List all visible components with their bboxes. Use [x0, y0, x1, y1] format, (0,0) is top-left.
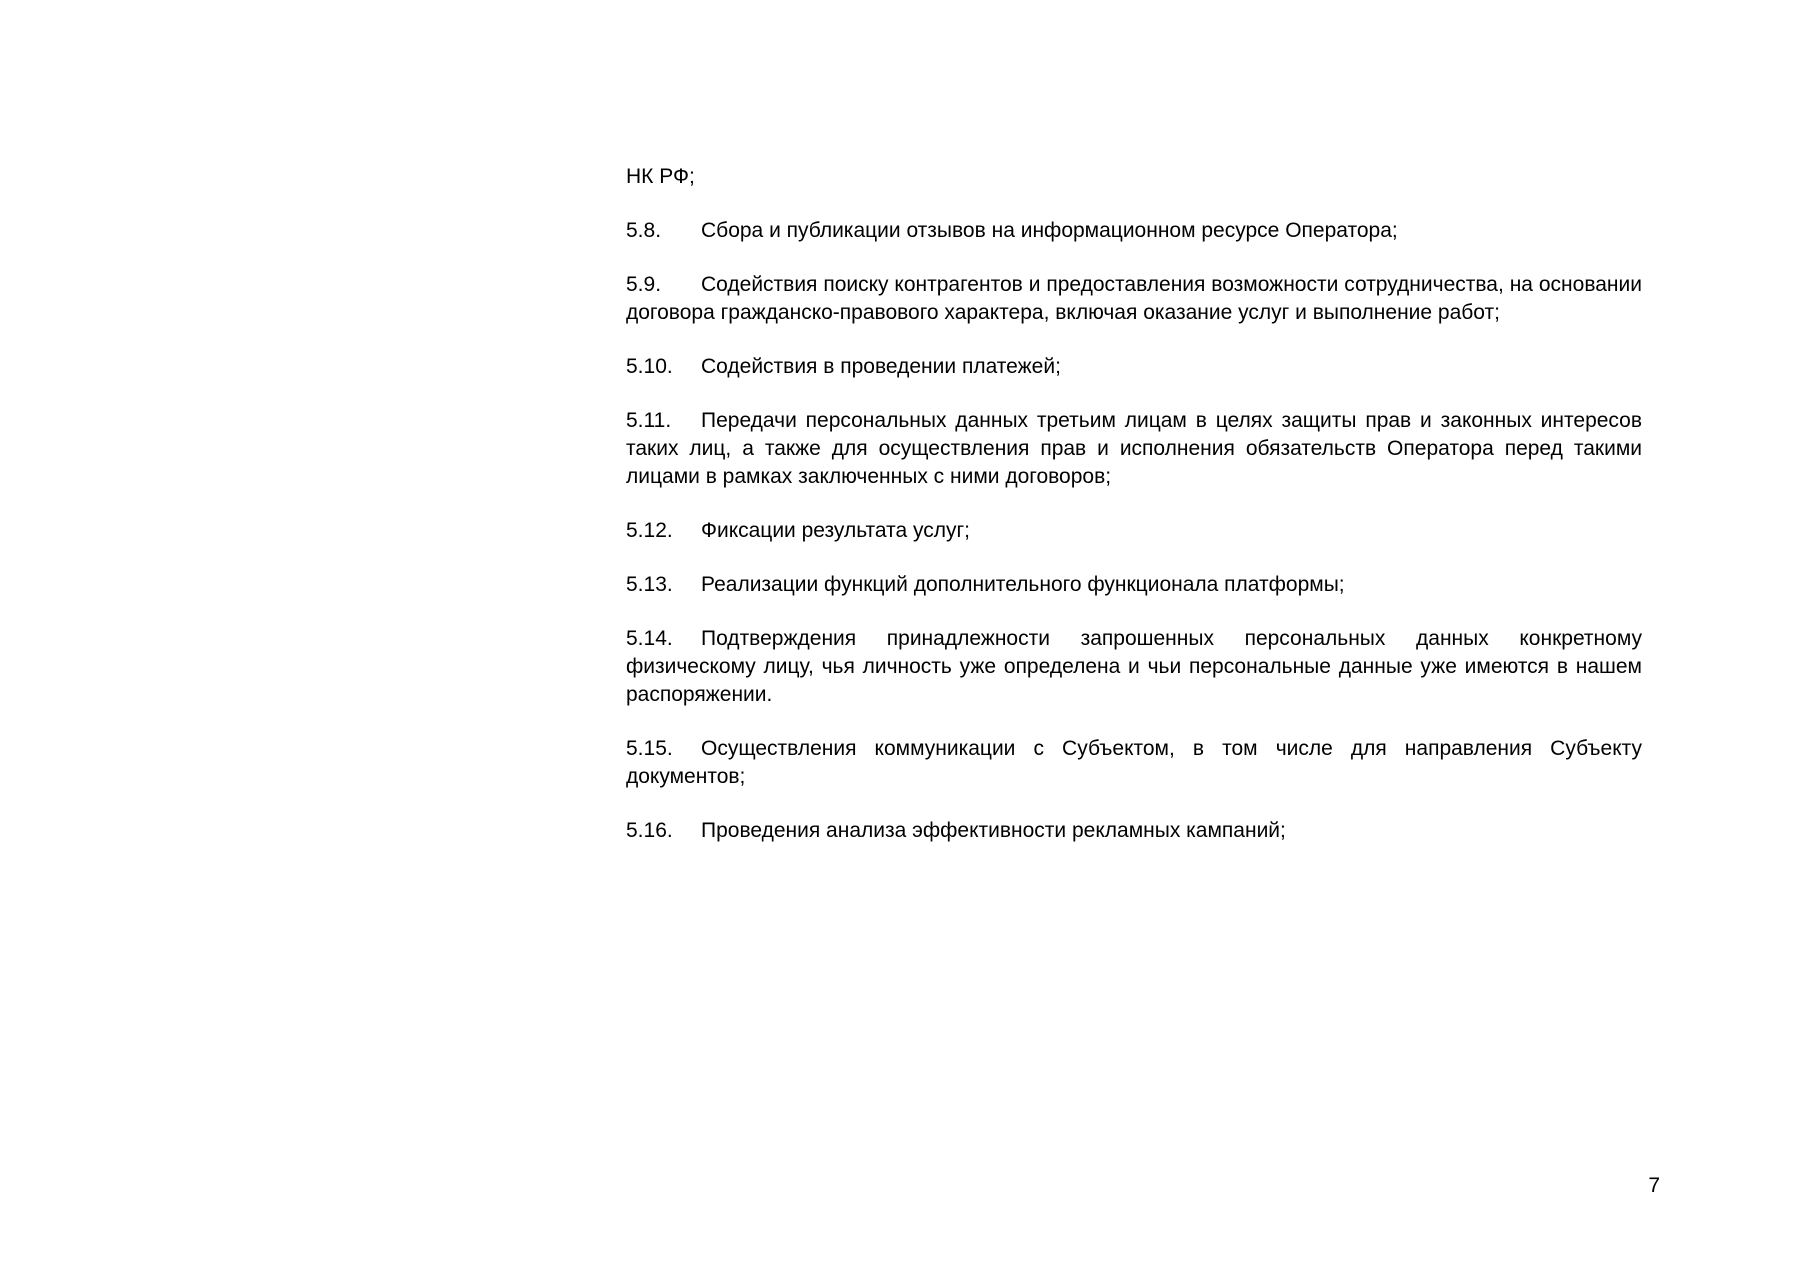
- item-text: Передачи персональных данных третьим лицам в целях защиты прав и законных интересов таких лиц, а также для осуществления прав и исполнения обязательств Оператора перед такими лицами в рамках заключенных с ними договоров;: [626, 409, 1642, 488]
- list-item-5-14: [626, 625, 1642, 709]
- document-body: [626, 163, 1642, 871]
- item-text: Реализации функций дополнительного функционала платформы;: [701, 573, 1345, 596]
- page-number: 7: [1648, 1174, 1660, 1197]
- continuation-text: НК РФ;: [626, 165, 695, 188]
- list-item-5-12: [626, 517, 1642, 545]
- item-number: 5.11.: [626, 409, 672, 432]
- list-item-5-11: [626, 407, 1642, 491]
- item-text: Содействия в проведении платежей;: [701, 355, 1061, 378]
- item-text: Осуществления коммуникации с Субъектом, в том числе для направления Субъекту документов;: [626, 737, 1642, 788]
- item-number: 5.10.: [626, 355, 673, 378]
- item-number: 5.16.: [626, 819, 673, 842]
- item-number: 5.12.: [626, 519, 673, 542]
- list-item-5-15: [626, 735, 1642, 791]
- list-item-5-9: [626, 271, 1642, 327]
- list-item-5-13: [626, 571, 1642, 599]
- item-text: Содействия поиску контрагентов и предоставления возможности сотрудничества, на основании договора гражданско-правового характера, включая оказание услуг и выполнение работ;: [626, 273, 1642, 324]
- item-text: Фиксации результата услуг;: [701, 519, 971, 542]
- item-number: 5.14.: [626, 627, 673, 650]
- item-number: 5.9.: [626, 273, 662, 296]
- list-item-5-10: [626, 353, 1642, 381]
- item-number: 5.15.: [626, 737, 673, 760]
- item-text: Проведения анализа эффективности рекламных кампаний;: [701, 819, 1286, 842]
- item-number: 5.8.: [626, 219, 662, 242]
- item-number: 5.13.: [626, 573, 673, 596]
- list-item-5-8: [626, 217, 1642, 245]
- item-text: Подтверждения принадлежности запрошенных персональных данных конкретному физическому лицу, чья личность уже определена и чьи персональные данные уже имеются в нашем распоряжении.: [626, 627, 1642, 706]
- item-text: Сбора и публикации отзывов на информационном ресурсе Оператора;: [701, 219, 1398, 242]
- list-item-5-16: [626, 817, 1642, 845]
